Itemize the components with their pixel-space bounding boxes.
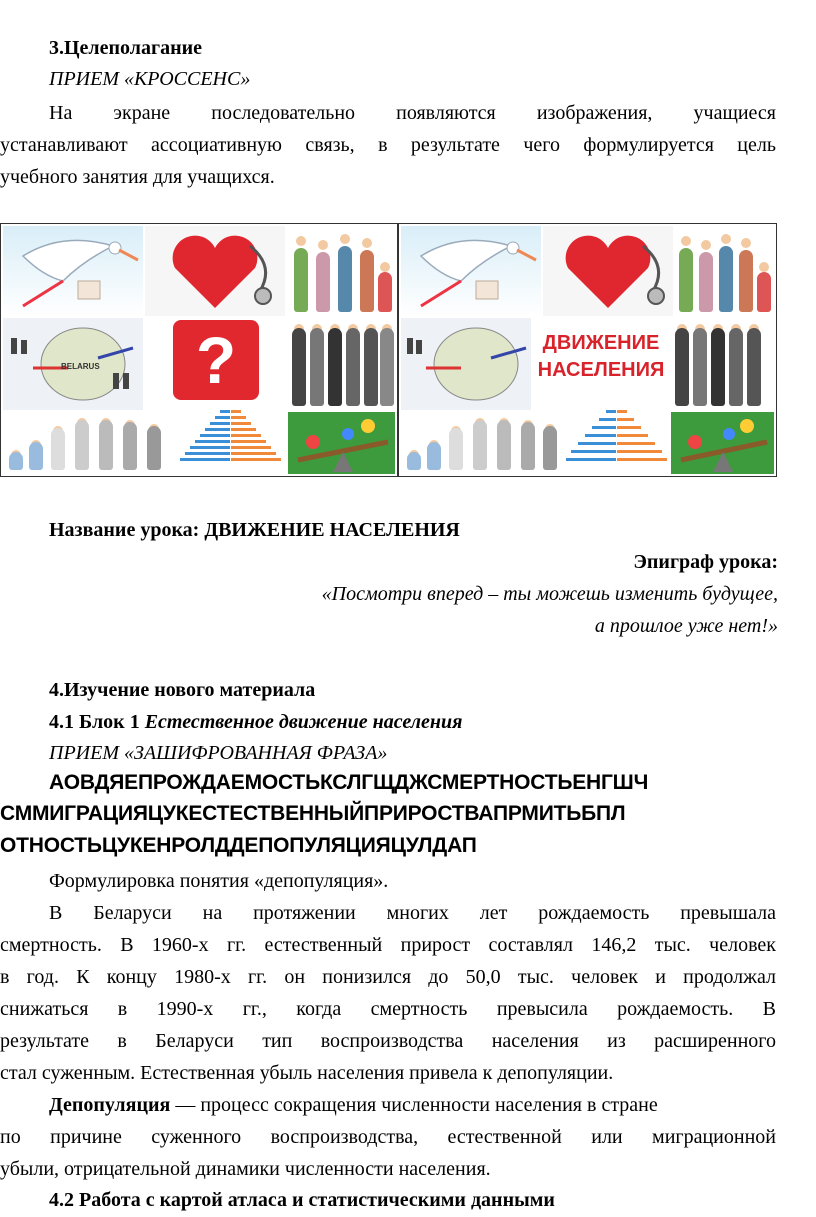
paragraph-line: устанавливают ассоциативную связь, в результате чего формулируется цель <box>0 134 776 156</box>
paragraph-line: На экране последовательно появляются изображения, учащиеся <box>49 102 776 124</box>
block-heading: 4.2 Работа с картой атласа и статистическими данными <box>49 1189 555 1211</box>
population-pyramid-image <box>563 404 669 474</box>
formulation-line: Формулировка понятия «депопуляция». <box>49 870 389 892</box>
paragraph-line: учебного занятия для учащихся. <box>0 166 275 188</box>
method-label: ПРИЕМ «КРОССЕНС» <box>49 68 251 90</box>
people-group-image <box>288 318 395 410</box>
paragraph-line: результате в Беларуси тип воспроизводства населения из расширенного <box>0 1030 776 1052</box>
paragraph-line: В Беларуси на протяжении многих лет рождаемость превышала <box>49 902 776 924</box>
stork-image <box>3 226 143 316</box>
block-topic: Естественное движение населения <box>144 711 463 733</box>
question-mark-icon: ? <box>195 323 237 397</box>
paragraph-line: снижаться в 1990-х гг., когда смертность превысила рождаемость. В <box>0 998 776 1020</box>
paragraph-line: смертность. В 1960-х гг. естественный прирост составлял 146,2 тыс. человек <box>0 934 776 956</box>
lesson-name <box>49 518 460 542</box>
lesson-title-tile <box>533 324 669 394</box>
epigraph-line: а прошлое уже нет!» <box>594 615 778 637</box>
epigraph-label: Эпиграф урока: <box>633 551 778 573</box>
block-heading <box>49 710 462 734</box>
title-line: ДВИЖЕНИЕ <box>542 332 660 354</box>
seesaw-image <box>671 412 774 474</box>
family-image <box>288 226 395 316</box>
migration-map-image <box>3 318 143 410</box>
method-label: ПРИЕМ «ЗАШИФРОВАННАЯ ФРАЗА» <box>49 742 388 764</box>
cipher-line: СММИГРАЦИЯЦУКЕСТЕСТВЕННЫЙПРИРОСТВАПРМИТЬБПЛ <box>0 802 626 825</box>
paragraph-line: стал суженным. Естественная убыль населения привела к депопуляции. <box>0 1062 614 1084</box>
title-line: НАСЕЛЕНИЯ <box>537 359 665 381</box>
stork-image <box>401 226 541 316</box>
section-title: 3.Целеполагание <box>49 37 203 59</box>
definition-text: — процесс сокращения численности населения в стране <box>170 1094 658 1116</box>
migration-map-image <box>401 318 531 410</box>
paragraph-line: убыли, отрицательной динамики численности населения. <box>0 1158 491 1180</box>
question-mark-tile <box>173 320 259 400</box>
lesson-name-label: Название урока: <box>49 519 200 541</box>
population-pyramid-image <box>175 404 285 474</box>
age-stages-image <box>3 412 173 474</box>
seesaw-image <box>288 412 395 474</box>
family-image <box>675 226 774 316</box>
paragraph-line: по причине суженного воспроизводства, естественной или миграционной <box>0 1126 776 1148</box>
cipher-line: АОВДЯЕПРОЖДАЕМОСТЬКСЛГЩДЖСМЕРТНОСТЬЕНГШЧ <box>49 771 649 794</box>
heart-stethoscope-image <box>145 226 285 316</box>
heart-stethoscope-image <box>543 226 673 316</box>
block-label: 4.1 Блок 1 <box>49 711 140 733</box>
epigraph-line: «Посмотри вперед – ты можешь изменить будущее, <box>321 583 778 605</box>
definition-line <box>49 1093 776 1117</box>
crossens-collage-right <box>398 223 777 477</box>
map-label: BELARUS <box>61 362 100 371</box>
crossens-collage-left <box>0 223 398 477</box>
paragraph-line: в год. К концу 1980-х гг. он понизился до 50,0 тыс. человек и продолжал <box>0 966 776 988</box>
cipher-line: ОТНОСТЬЦУКЕНРОЛДДЕПОПУЛЯЦИЯЦУЛДАП <box>0 834 477 857</box>
age-stages-image <box>401 412 561 474</box>
definition-term: Депопуляция <box>49 1094 171 1116</box>
people-group-image <box>671 318 774 410</box>
lesson-name-value: ДВИЖЕНИЕ НАСЕЛЕНИЯ <box>204 519 460 541</box>
section-title: 4.Изучение нового материала <box>49 679 316 701</box>
